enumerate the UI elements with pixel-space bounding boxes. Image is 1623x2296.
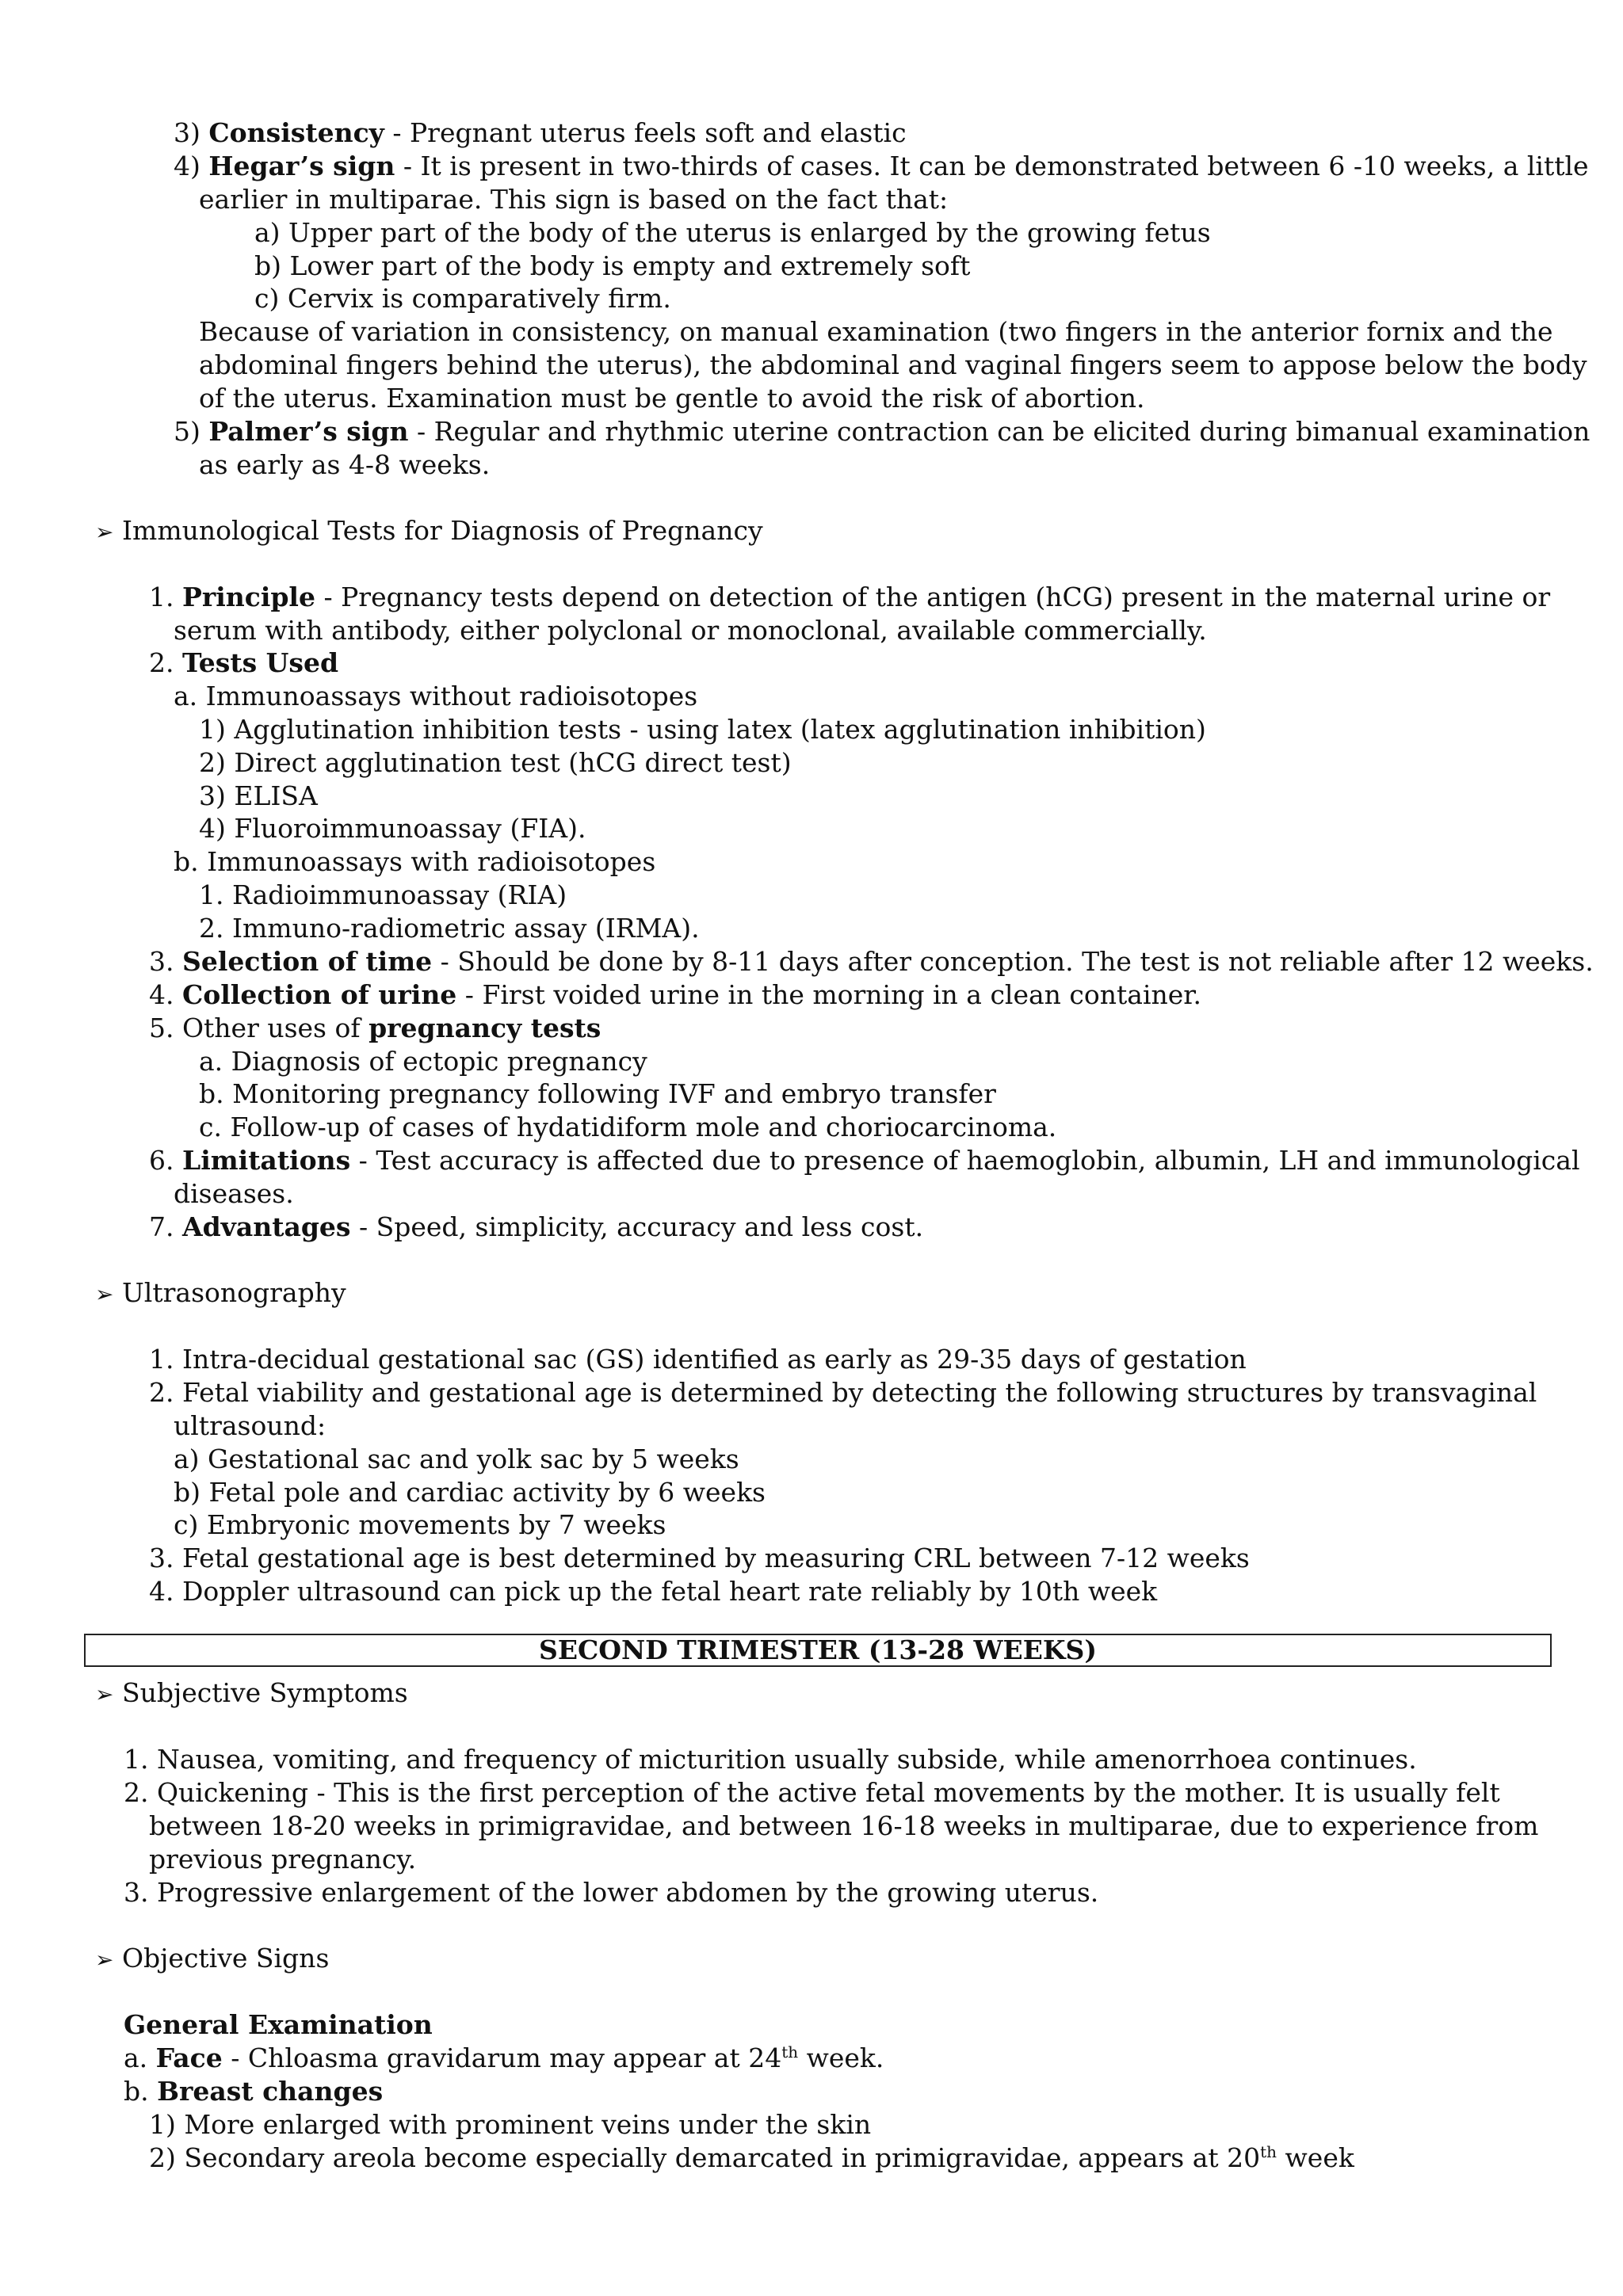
us-subitem-b: b) Fetal pole and cardiac activity by 6 weeks xyxy=(174,1477,766,1508)
general-examination-title: General Examination xyxy=(124,2009,433,2040)
arrow-bullet-icon: ➢ xyxy=(95,1947,114,1973)
ultrasonography-heading xyxy=(95,1276,346,1311)
us-item-2b: ultrasound: xyxy=(174,1410,327,1441)
advantages-line xyxy=(149,1211,923,1244)
item-number: 6. xyxy=(149,1145,174,1176)
other-uses-item-b: b. Monitoring pregnancy following IVF and embryo transfer xyxy=(199,1078,996,1109)
without-radio-item-2: 2) Direct agglutination test (hCG direct test) xyxy=(199,747,792,778)
hegar-item-c: c) Cervix is comparatively firm. xyxy=(254,283,671,314)
selection-title: Selection of time xyxy=(182,946,433,977)
without-radio-item-1: 1) Agglutination inhibition tests - using latex (latex agglutination inhibition) xyxy=(199,714,1206,745)
general-examination-heading xyxy=(124,2008,433,2042)
breast-item-2-text: 2) Secondary areola become especially demarcated in primigravidae, appears at 20 xyxy=(149,2142,1261,2173)
principle-line-2: serum with antibody, either polyclonal or monoclonal, available commercially. xyxy=(174,615,1207,646)
section-heading-text: Immunological Tests for Diagnosis of Pregnancy xyxy=(122,515,763,546)
hegar-para-2: abdominal fingers behind the uterus), the abdominal and vaginal fingers seem to appose below the body xyxy=(199,349,1587,380)
principle-text: - Pregnancy tests depend on detection of the antigen (hCG) present in the maternal urine or xyxy=(315,582,1551,612)
item-number: 2. xyxy=(149,647,174,678)
face-line xyxy=(124,2042,884,2075)
item-number: 5) xyxy=(174,416,200,447)
hegar-title: Hegar’s sign xyxy=(208,151,395,181)
us-subitem-c: c) Embryonic movements by 7 weeks xyxy=(174,1509,666,1540)
hegar-item-b: b) Lower part of the body is empty and extremely soft xyxy=(254,250,971,281)
item-number: 4) xyxy=(174,151,200,181)
item-number: 1. xyxy=(149,582,174,612)
breast-title: Breast changes xyxy=(157,2076,384,2107)
item-number: a. xyxy=(124,2042,148,2073)
palmer-title: Palmer’s sign xyxy=(208,416,409,447)
hegar-text: - It is present in two-thirds of cases. It can be demonstrated between 6 -10 weeks, a little xyxy=(395,151,1589,181)
objective-heading xyxy=(95,1942,329,1977)
section-heading-text: Ultrasonography xyxy=(122,1277,346,1308)
other-uses-line xyxy=(149,1012,601,1045)
consistency-title: Consistency xyxy=(208,117,384,148)
subjective-item-2c: previous pregnancy. xyxy=(149,1844,417,1875)
breast-item-1: 1) More enlarged with prominent veins under the skin xyxy=(149,2109,872,2140)
us-subitem-a: a) Gestational sac and yolk sac by 5 weeks xyxy=(174,1444,739,1474)
item-number: 5. Other uses of xyxy=(149,1013,369,1043)
subjective-item-2a: 2. Quickening - This is the first perception of the active fetal movements by the mother. It is usually felt xyxy=(124,1777,1500,1808)
without-radio-label: a. Immunoassays without radioisotopes xyxy=(174,681,698,711)
without-radio-item-3: 3) ELISA xyxy=(199,780,318,811)
collection-title: Collection of urine xyxy=(182,979,457,1010)
consistency-text: - Pregnant uterus feels soft and elastic xyxy=(384,117,907,148)
us-item-4: 4. Doppler ultrasound can pick up the fetal heart rate reliably by 10th week xyxy=(149,1576,1158,1607)
limitations-line-1 xyxy=(149,1144,1580,1177)
selection-line xyxy=(149,945,1594,978)
face-text: - Chloasma gravidarum may appear at 24 xyxy=(222,2042,782,2073)
palmer-line-2: as early as 4-8 weeks. xyxy=(199,449,491,480)
section-heading-text: Objective Signs xyxy=(122,1943,330,1974)
collection-line xyxy=(149,978,1201,1012)
second-trimester-banner: SECOND TRIMESTER (13-28 WEEKS) xyxy=(84,1634,1552,1667)
item-number: 3) xyxy=(174,117,200,148)
principle-title: Principle xyxy=(182,582,315,612)
hegar-para-1: Because of variation in consistency, on manual examination (two fingers in the anterior fornix and the xyxy=(199,316,1553,347)
other-uses-title: pregnancy tests xyxy=(369,1013,601,1043)
us-item-2a: 2. Fetal viability and gestational age is determined by detecting the following structures by transvaginal xyxy=(149,1377,1537,1408)
face-title: Face xyxy=(155,2042,223,2073)
with-radio-item-2: 2. Immuno-radiometric assay (IRMA). xyxy=(199,913,700,944)
other-uses-item-a: a. Diagnosis of ectopic pregnancy xyxy=(199,1046,647,1077)
immunological-heading xyxy=(95,514,763,549)
advantages-title: Advantages xyxy=(182,1211,351,1242)
advantages-text: - Speed, simplicity, accuracy and less cost. xyxy=(350,1211,924,1242)
section-heading-text: Subjective Symptoms xyxy=(122,1677,408,1708)
face-text-end: week. xyxy=(798,2042,884,2073)
with-radio-label: b. Immunoassays with radioisotopes xyxy=(174,846,656,877)
subjective-item-2b: between 18-20 weeks in primigravidae, and between 16-18 weeks in multiparae, due to experience from xyxy=(149,1810,1539,1841)
with-radio-item-1: 1. Radioimmunoassay (RIA) xyxy=(199,879,567,910)
item-number: b. xyxy=(124,2076,149,2107)
us-item-1: 1. Intra-decidual gestational sac (GS) identified as early as 29-35 days of gestation xyxy=(149,1344,1247,1375)
breast-line xyxy=(124,2075,383,2108)
item-number: 4. xyxy=(149,979,174,1010)
limitations-text: - Test accuracy is affected due to presence of haemoglobin, albumin, LH and immunological xyxy=(350,1145,1580,1176)
limitations-title: Limitations xyxy=(182,1145,351,1176)
hegar-para-3: of the uterus. Examination must be gentle to avoid the risk of abortion. xyxy=(199,383,1145,414)
item-number: 7. xyxy=(149,1211,174,1242)
arrow-bullet-icon: ➢ xyxy=(95,1281,114,1307)
consistency-line xyxy=(174,116,907,150)
subjective-item-1: 1. Nausea, vomiting, and frequency of micturition usually subside, while amenorrhoea continues. xyxy=(124,1744,1417,1775)
other-uses-item-c: c. Follow-up of cases of hydatidiform mole and choriocarcinoma. xyxy=(199,1112,1057,1142)
tests-used-title: Tests Used xyxy=(182,647,339,678)
selection-text: - Should be done by 8-11 days after conception. The test is not reliable after 12 weeks. xyxy=(432,946,1594,977)
arrow-bullet-icon: ➢ xyxy=(95,1681,114,1707)
ordinal-suffix: th xyxy=(1260,2142,1277,2161)
subjective-heading xyxy=(95,1676,408,1711)
subjective-item-3: 3. Progressive enlargement of the lower abdomen by the growing uterus. xyxy=(124,1877,1099,1908)
collection-text: - First voided urine in the morning in a clean container. xyxy=(456,979,1201,1010)
item-number: 3. xyxy=(149,946,174,977)
breast-item-2-end: week xyxy=(1277,2142,1354,2173)
hegar-item-a: a) Upper part of the body of the uterus is enlarged by the growing fetus xyxy=(254,217,1211,248)
palmer-line-1 xyxy=(174,415,1590,448)
principle-line-1 xyxy=(149,581,1550,614)
hegar-line-1 xyxy=(174,150,1589,183)
ordinal-suffix: th xyxy=(781,2042,799,2061)
tests-used-line xyxy=(149,646,338,680)
limitations-line-2: diseases. xyxy=(174,1178,294,1209)
hegar-line-2: earlier in multiparae. This sign is based on the fact that: xyxy=(199,184,949,215)
us-item-3: 3. Fetal gestational age is best determined by measuring CRL between 7-12 weeks xyxy=(149,1543,1250,1573)
breast-item-2 xyxy=(149,2142,1354,2175)
arrow-bullet-icon: ➢ xyxy=(95,519,114,545)
without-radio-item-4: 4) Fluoroimmunoassay (FIA). xyxy=(199,813,586,844)
palmer-text: - Regular and rhythmic uterine contraction can be elicited during bimanual examination xyxy=(408,416,1591,447)
